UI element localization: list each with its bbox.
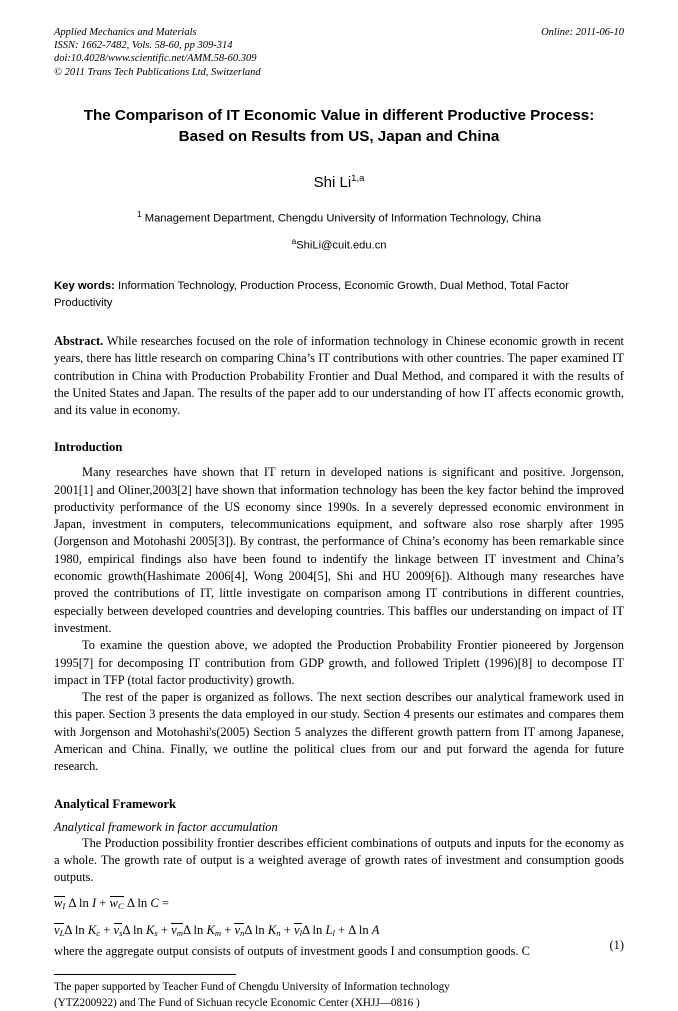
equation-1-line-1: $w_I$ Δ $\ln I + w_C$ Δ ln C = [54, 895, 170, 911]
author-name: Shi Li [313, 173, 352, 191]
author-affiliation [54, 209, 624, 225]
author-email-line [54, 236, 624, 252]
section-heading-analytical-framework: Analytical Framework [54, 796, 177, 811]
title-line-2: Based on Results from US, Japan and China [178, 127, 500, 145]
page-title [54, 105, 624, 147]
title-line-1: The Comparison of IT Economic Value in different Productive Process: [83, 106, 595, 124]
copyright-line: © 2011 Trans Tech Publications Ltd, Switzerland [54, 66, 261, 78]
affiliation-text: Management Department, Chengdu University of Information Technology, China [141, 212, 542, 225]
footnote-line-2: (YTZ200922) and The Fund of Sichuan recycle Economic Center (XHJJ—0816 ) [54, 996, 420, 1009]
paragraph: Many researches have shown that IT return in developed nations is significant and positive. Jorgenson, 2001[1] and Oliner,2003[2] have shown that information technology has been the key factor behind the improved productivity performance of the US economy since 1990s. In a severely depressed economic environment in Japan, investment in computers, telecommunications equipment, and software also rose sharply after 1995 (Jorgenson and Motohashi 2005[3]). By contrast, the performance of China’s economy has been remarkable since 1980, empirical findings also have been found to indentify the linkage between IT investment and China’s economic growth(Hashimate 2006[4], Wong 2004[5], Shi and HU 2009[6]). Although many researches have proved the contributions of IT, little investigate on comparison among IT contributions in different countries, especially between developed countries and developing countries. This baffles our understanding on impact of IT investment. [54, 465, 624, 635]
keywords-block [54, 278, 624, 311]
keywords-text: Information Technology, Production Process, Economic Growth, Dual Method, Total Factor Productivity [54, 280, 569, 309]
equation-number: (1) [609, 937, 624, 952]
email-marker: a [291, 235, 297, 246]
author-name-block [54, 173, 624, 191]
doi-line: doi:10.4028/www.scientific.net/AMM.58-60.309 [54, 53, 257, 65]
author-marker: 1,a [351, 172, 365, 184]
affiliation-marker: 1 [136, 208, 142, 219]
paragraph: The Production possibility frontier describes efficient combinations of outputs and inputs for the economy as a whole. The growth rate of output is a weighted average of growth rates of investment and consumption goods outputs. [54, 835, 624, 885]
footnote-line-1: The paper supported by Teacher Fund of Chengdu University of Information technology [54, 980, 450, 993]
equation-closing-text: where the aggregate output consists of outputs of investment goods I and consumption goods. C [54, 943, 530, 958]
issn-line: ISSN: 1662-7482, Vols. 58-60, pp 309-314 [54, 40, 233, 52]
abstract-label: Abstract. [54, 334, 104, 349]
equation-1-line-2: $v_L\Delta$ $\ln K_c + v_s\Delta$ $\ln K_s + v_m\Delta$ $\ln K_m + v_n\Delta$ $\ln K_n + v_l\Delta$ $\ln L_l + \Delta$ ln A (1) [54, 920, 624, 943]
journal-name: Applied Mechanics and Materials [54, 27, 197, 38]
abstract-text: While researches focused on the role of information technology in Chinese economic growth in recent years, there has little research on comparing China’s IT contributions with other countries. The paper examined IT contribution in China with Production Probability Frontier and Dual Method, and compared it with the results of the United States and Japan. The results of the paper add to our understanding of how IT affects economic growth, and its value in economy. [54, 334, 624, 418]
online-date: Online: 2011-06-10 [541, 27, 624, 38]
footnote-divider [54, 974, 236, 975]
paragraph: The rest of the paper is organized as follows. The next section describes our analytical framework used in this paper. Section 3 presents the data employed in our study. Section 4 presents our estimates and compares them with Jorgenson and Motohashi's(2005) Section 5 analyzes the different growth pattern from IT among Japanese, American and China. Finally, we outline the political clues from our and put forward the agenda for future research. [54, 690, 624, 774]
section-heading-introduction: Introduction [54, 440, 123, 455]
paragraph: To examine the question above, we adopted the Production Probability Frontier pioneered by Jorgenson 1995[7] for decomposing IT contribution from GDP growth, and followed Triplett (1996)[8] to decompose IT impact in TFP (total factor productivity) growth. [54, 638, 624, 687]
footnote-block [54, 979, 624, 1011]
author-email: ShiLi@cuit.edu.cn [296, 239, 387, 252]
keywords-label: Key words: [54, 280, 115, 293]
abstract-block [54, 333, 624, 419]
subsection-heading-factor-accumulation: Analytical framework in factor accumulation [54, 819, 278, 834]
page-header [54, 26, 624, 79]
header-left-block [54, 26, 261, 79]
